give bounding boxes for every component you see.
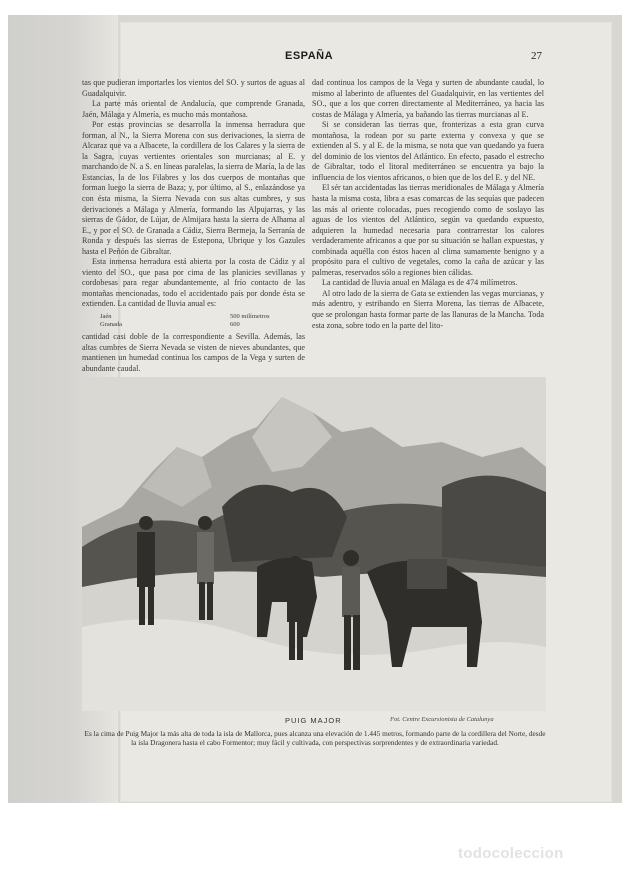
paragraph: cantidad casi doble de la correspondiente a Sevilla. Además, las altas cumbres de Sierra Nevada se visten de nieves abundantes, que mantienen un humedad continua los campos de la Vega y surten de abundante caudal. — [82, 332, 305, 373]
watermark: todocoleccion — [458, 845, 564, 862]
paragraph: Esta inmensa herradura está abierta por la costa de Cádiz y al viento del SO., que pasa por cima de las planicies sevillanas y cordobesas para regar abundantemente, al frío contacto de las montañas mencionadas, todo el accidentado país por donde ésta se extienden. La cantidad de lluvia anual es: — [82, 257, 305, 309]
rainfall-city: Jaén — [100, 313, 112, 321]
mountain-photograph — [82, 377, 546, 711]
paragraph: Al otro lado de la sierra de Gata se extienden las vegas murcianas, y más adentro, y estribando en Sierra Morena, las tierras de Albacete, que se prolongan hasta formar parte de las llanuras de la Mancha. Toda esta zona, sobre todo en la parte del lito- — [312, 288, 544, 330]
rainfall-table — [100, 313, 305, 329]
text-column-left — [82, 78, 305, 374]
rainfall-value: 600 — [230, 321, 240, 329]
rainfall-row — [100, 313, 305, 321]
paragraph: La cantidad de lluvia anual en Málaga es de 474 milímetros. — [322, 278, 518, 288]
text-column-right — [312, 78, 544, 331]
running-title: ESPAÑA — [285, 50, 334, 62]
page-number: 27 — [531, 50, 542, 62]
paragraph: dad continua los campos de la Vega y surten de abundante caudal, lo mismo al laberinto de afluentes del Guadalquivir, en las vertientes del SO., que a los que corren directamente al Mediterráneo, ya hacia las costas de Málaga y Almería, ya bañando las tierras murcianas al E. — [312, 78, 544, 119]
photo-credit: Fot. Centre Excursionista de Catalunya — [390, 716, 494, 723]
rainfall-city: Granada — [100, 321, 123, 329]
photo-illustration — [82, 377, 546, 711]
photo-caption: Es la cima de Puig Major la más alta de toda la isla de Mallorca, pues alcanza una elevación de 1.445 metros, formando parte de la cordillera del Norte, desde la isla Dragonera hasta el cabo Formentor; muy fácil y cultivada, con perspectivas sorprendentes y de extraordinaria variedad. — [84, 729, 546, 748]
photo-caption-title: PUIG MAJOR — [285, 716, 342, 725]
paragraph: tas que pudieran importarles los vientos del SO. y surtos de aguas al Guadalquivir. — [82, 78, 305, 98]
rainfall-row — [100, 321, 305, 329]
paragraph: La parte más oriental de Andalucía, que comprende Granada, Jaén, Málaga y Almería, es mucho más montañosa. — [82, 99, 305, 119]
paragraph: Por estas provincias se desarrolla la inmensa herradura que forman, al N., la Sierra Morena con sus derivaciones, la sierra de Alcaraz que va a Albacete, la cordillera de los Calares y la sierra de la Sagra, cuyas vertientes orientales son murcianas; al E. y marchando de N. a S. en líneas paralelas, la sierra de María, la de las Estancias, la de los Filabres y los dos cuerpos de montañas que forman luego la sierra de Baza; y, por último, al S., enlazándose ya con ésta misma, la Sierra Nevada con sus altas cumbres, y sus derivaciones a Málaga y Almería, formando las Alpujarras, y las sierras de Gádor, de Lújar, de Almijara hasta la sierra de Alhama al E., y por el SO. de Granada a Cádiz, Sierra Bermeja, la Serranía de Ronda y después las sierras de Estepona, Ubrique y los Gazules hasta el Peñón de Gibraltar. — [82, 120, 305, 256]
paragraph: El sér tan accidentadas las tierras meridionales de Málaga y Almería hasta la misma costa, libra a esas comarcas de las sequías que padecen las más al oriente colocadas, pues recogiendo como de soslayo las aguas de los vientos del Atlántico, según va quedando expuesto, adquieren la humedad necesaria para contrarrestar los calores verdaderamente africanos a que por su situación se hallan expuestas, y combinada aquélla con éstos hacen al clima sumamente benigno y a propósito para el cultivo de vegetales, como la caña de azúcar y las palmeras, reservados sólo a regiones bien cálidas. — [312, 183, 544, 277]
paragraph: Si se consideran las tierras que, fronterizas a esta gran curva montañosa, la rodean por su parte externa y convexa y que se extienden al S. y al E. de la misma, se nota que van quedando ya fuera del dominio de los vientos del Atlántico. En efecto, pasado el estrecho de Gibraltar, todo el litoral mediterráneo se encuentra ya bajo la influencia de los vientos africanos, o bien que de los del E. y del NE. — [312, 120, 544, 182]
rainfall-value: 500 milímetros — [230, 313, 270, 321]
